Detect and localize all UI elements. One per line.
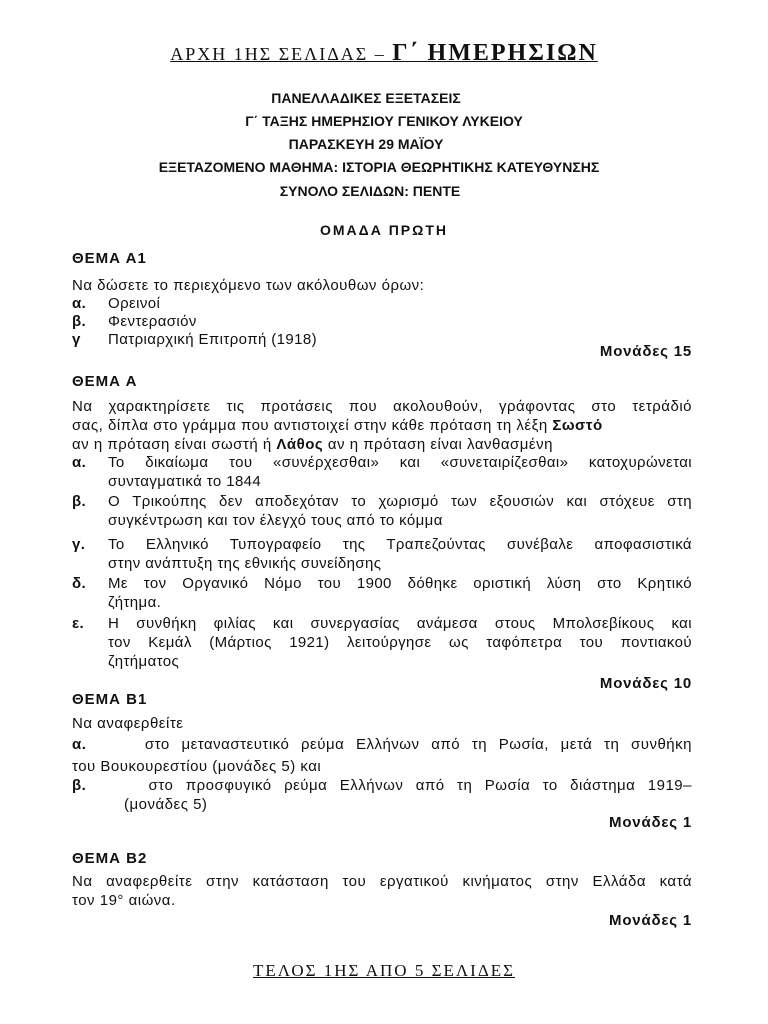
item-label: β. [72, 493, 87, 510]
item-label: ε. [72, 615, 85, 632]
item-line: Με τον Οργανικό Νόμο του 1900 δόθηκε οριστική λύση στο Κρητικό [108, 575, 692, 592]
item-label: α. [72, 736, 87, 753]
item-line: ζητήματος [108, 653, 180, 670]
thema-a1-item-a [72, 294, 692, 313]
header-line-1: ΠΑΝΕΛΛΑΔΙΚΕΣ ΕΞΕΤΑΣΕΙΣ [271, 90, 461, 106]
thema-b2-title: ΘΕΜΑ Β2 [72, 850, 148, 867]
thema-b1-item-a-line1 [72, 735, 692, 754]
thema-a-item-a [72, 453, 692, 491]
item-label: γ. [72, 536, 86, 553]
thema-a-intro-line2-text: σας, δίπλα στο γράμμα που αντιστοιχεί στην κάθε πρόταση τη λέξη [72, 417, 548, 434]
thema-b1-item-a [72, 735, 692, 776]
thema-b2-body [72, 872, 692, 910]
page-end-footer: ΤΕΛΟΣ 1ΗΣ ΑΠΟ 5 ΣΕΛΙΔΕΣ [252, 961, 516, 980]
item-label: α. [72, 295, 87, 312]
thema-b1-marks: Μονάδες 1 [609, 814, 692, 831]
header-line-5: ΣΥΝΟΛΟ ΣΕΛΙΔΩΝ: ΠΕΝΤΕ [279, 183, 461, 199]
thema-a1-item-b [72, 312, 692, 331]
thema-b2-line1: Να αναφερθείτε στην κατάσταση του εργατικού κινήματος στην Ελλάδα κατά [72, 873, 692, 890]
exam-type-label: Γ΄ ΗΜΕΡΗΣΙΩΝ [392, 40, 598, 66]
thema-a-marks: Μονάδες 10 [599, 675, 692, 692]
item-text: Πατριαρχική Επιτροπή (1918) [108, 331, 318, 348]
item-line: τον Κεμάλ (Μάρτιος 1921) λειτούργησε ως ταφόπετρα του ποντιακού [108, 634, 692, 651]
thema-b1-title: ΘΕΜΑ Β1 [72, 691, 148, 708]
thema-b2-line2: τον 19° αιώνα. [72, 892, 176, 909]
word-wrong: Λάθος [276, 436, 324, 453]
item-line: συνταγματικά το 1844 [108, 473, 262, 490]
item-label: β. [72, 777, 87, 794]
page-start-header [0, 40, 768, 67]
thema-a-item-b [72, 492, 692, 530]
thema-a-intro [72, 397, 692, 454]
thema-a1-intro: Να δώσετε το περιεχόμενο των ακόλουθων όρων: [72, 277, 425, 294]
thema-a-item-c [72, 535, 692, 573]
group-title: ΟΜΑΔΑ ΠΡΩΤΗ [319, 222, 449, 238]
item-label: γ [72, 331, 81, 348]
thema-b1-item-a-line2: του Βουκουρεστίου (μονάδες 5) και [72, 758, 322, 775]
thema-a-intro-line3-post: αν η πρόταση είναι λανθασμένη [323, 436, 553, 453]
item-text: Φεντερασιόν [108, 313, 197, 330]
thema-a-intro-line1: Να χαρακτηρίσετε τις προτάσεις που ακολουθούν, γράφοντας στο τετράδιό [72, 398, 692, 415]
item-line: Ο Τρικούπης δεν αποδεχόταν το χωρισμό των εξουσιών και στόχευε στη [108, 493, 692, 510]
thema-a-title: ΘΕΜΑ Α [72, 373, 138, 390]
item-text: στο μεταναστευτικό ρεύμα Ελλήνων από τη Ρωσία, μετά τη συνθήκη [144, 736, 692, 753]
thema-b1-item-b-line1 [72, 776, 692, 795]
thema-b1-item-b-line2: (μονάδες 5) [124, 796, 208, 813]
item-text: Ορεινοί [108, 295, 161, 312]
item-line: συγκέντρωση και τον έλεγχό τους από το κόμμα [108, 512, 443, 529]
item-line: ζήτημα. [108, 594, 162, 611]
item-label: δ. [72, 575, 87, 592]
item-line: Η συνθήκη φιλίας και συνεργασίας ανάμεσα στους Μπολσεβίκους και [108, 615, 692, 632]
thema-a-intro-line2 [72, 416, 692, 435]
item-line: στην ανάπτυξη της εθνικής συνείδησης [108, 555, 382, 572]
thema-b1-item-b [72, 776, 692, 814]
item-line: Το Ελληνικό Τυπογραφείο της Τραπεζούντας συνέβαλε αποφασιστικά [108, 536, 692, 553]
item-text: στο προσφυγικό ρεύμα Ελλήνων από τη Ρωσία το διάστημα 1919– [148, 777, 692, 794]
header-line-4: ΕΞΕΤΑΖΟΜΕΝΟ ΜΑΘΗΜΑ: ΙΣΤΟΡΙΑ ΘΕΩΡΗΤΙΚΗΣ ΚΑΤΕΥΘΥΝΣΗΣ [158, 159, 600, 175]
word-correct: Σωστό [552, 417, 603, 434]
page-start-prefix: ΑΡΧΗ 1ΗΣ ΣΕΛΙΔΑΣ – [170, 44, 386, 64]
thema-a-item-e [72, 614, 692, 671]
item-label: β. [72, 313, 87, 330]
item-label: α. [72, 454, 87, 471]
thema-a-item-d [72, 574, 692, 612]
thema-a1-marks: Μονάδες 15 [599, 343, 692, 360]
thema-a-intro-line3-text: αν η πρόταση είναι σωστή ή [72, 436, 272, 453]
thema-a1-title: ΘΕΜΑ Α1 [72, 250, 147, 267]
thema-b2-marks: Μονάδες 1 [609, 912, 692, 929]
thema-b1-intro: Να αναφερθείτε [72, 715, 184, 732]
header-line-3: ΠΑΡΑΣΚΕΥΗ 29 ΜΑΪΟΥ [288, 136, 444, 152]
header-line-2: Γ΄ ΤΑΞΗΣ ΗΜΕΡΗΣΙΟΥ ΓΕΝΙΚΟΥ ΛΥΚΕΙΟΥ [245, 113, 523, 129]
thema-a-intro-line3 [72, 435, 692, 454]
item-line: Το δικαίωμα του «συνέρχεσθαι» και «συνεταιρίζεσθαι» κατοχυρώνεται [108, 454, 692, 471]
